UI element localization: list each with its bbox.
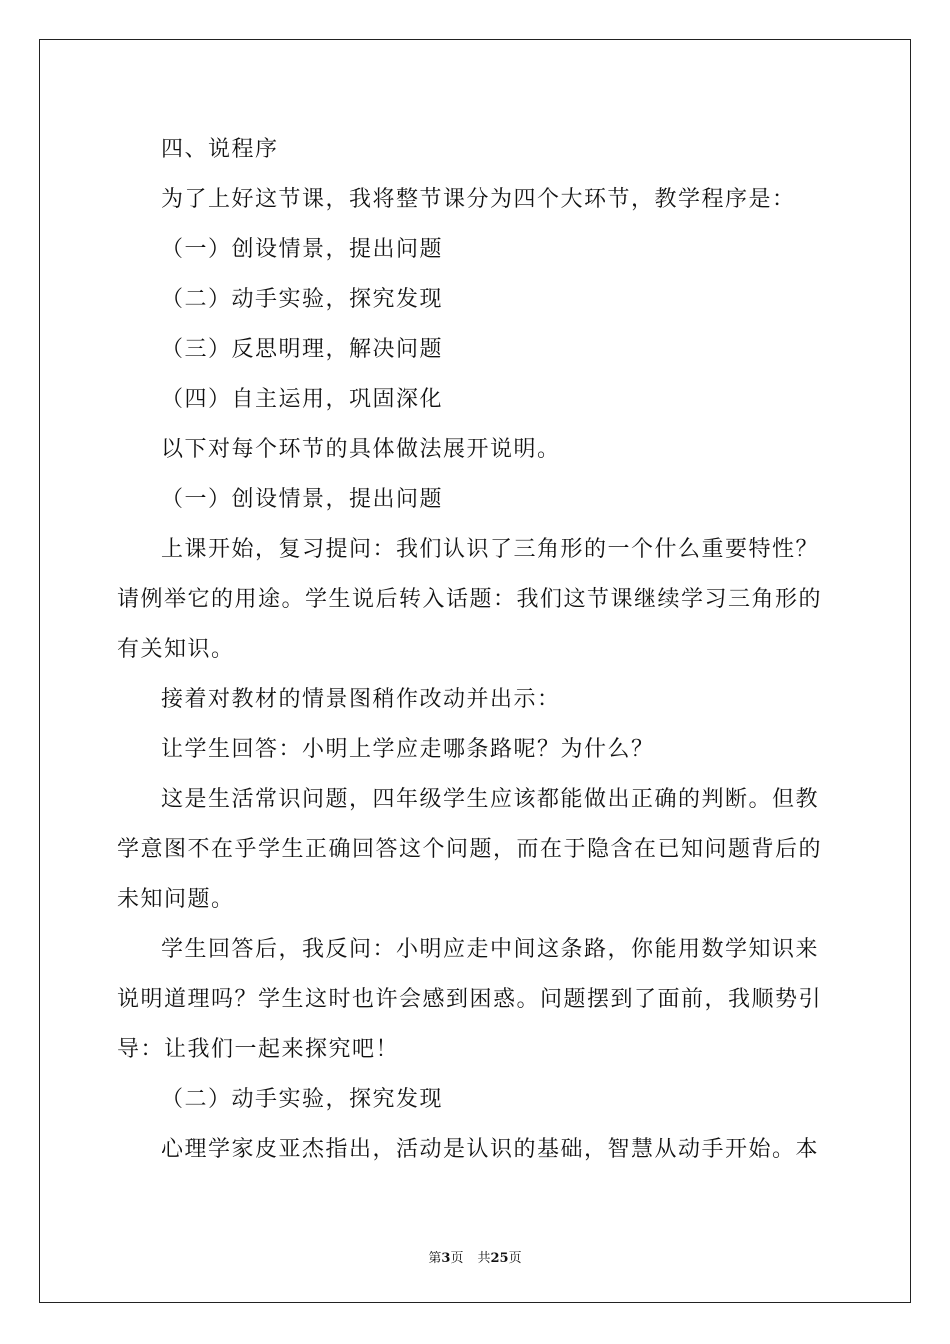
paragraph: 以下对每个环节的具体做法展开说明。 bbox=[161, 437, 561, 462]
page-total: 25 bbox=[490, 1251, 509, 1266]
page-suffix: 页 bbox=[450, 1251, 464, 1266]
total-suffix: 页 bbox=[508, 1251, 522, 1266]
list-item: （二）动手实验，探究发现 bbox=[161, 287, 444, 312]
paragraph: 让学生回答：小明上学应走哪条路呢？为什么？ bbox=[161, 737, 655, 762]
page-prefix: 第 bbox=[428, 1251, 442, 1266]
subsection-heading: （二）动手实验，探究发现 bbox=[161, 1087, 444, 1112]
total-prefix: 共 bbox=[477, 1251, 491, 1266]
page-footer bbox=[0, 1247, 950, 1266]
paragraph: 接着对教材的情景图稍作改动并出示： bbox=[161, 687, 561, 712]
paragraph: 这是生活常识问题，四年级学生应该都能做出正确的判断。但教学意图不在乎学生正确回答这个问题，而在于隐含在已知问题背后的未知问题。 bbox=[117, 787, 823, 912]
paragraph: 上课开始，复习提问：我们认识了三角形的一个什么重要特性？请例举它的用途。学生说后转入话题：我们这节课继续学习三角形的有关知识。 bbox=[117, 537, 823, 662]
list-item: （三）反思明理，解决问题 bbox=[161, 337, 444, 362]
document-body bbox=[117, 125, 837, 1175]
paragraph: 为了上好这节课，我将整节课分为四个大环节，教学程序是： bbox=[161, 187, 796, 212]
paragraph: 学生回答后，我反问：小明应走中间这条路，你能用数学知识来说明道理吗？学生这时也许会感到困惑。问题摆到了面前，我顺势引导：让我们一起来探究吧！ bbox=[117, 937, 823, 1062]
page-current: 3 bbox=[441, 1251, 451, 1266]
section-heading: 四、说程序 bbox=[161, 137, 279, 162]
list-item: （一）创设情景，提出问题 bbox=[161, 237, 444, 262]
paragraph: 心理学家皮亚杰指出，活动是认识的基础，智慧从动手开始。本 bbox=[161, 1137, 820, 1162]
subsection-heading: （一）创设情景，提出问题 bbox=[161, 487, 444, 512]
list-item: （四）自主运用，巩固深化 bbox=[161, 387, 444, 412]
